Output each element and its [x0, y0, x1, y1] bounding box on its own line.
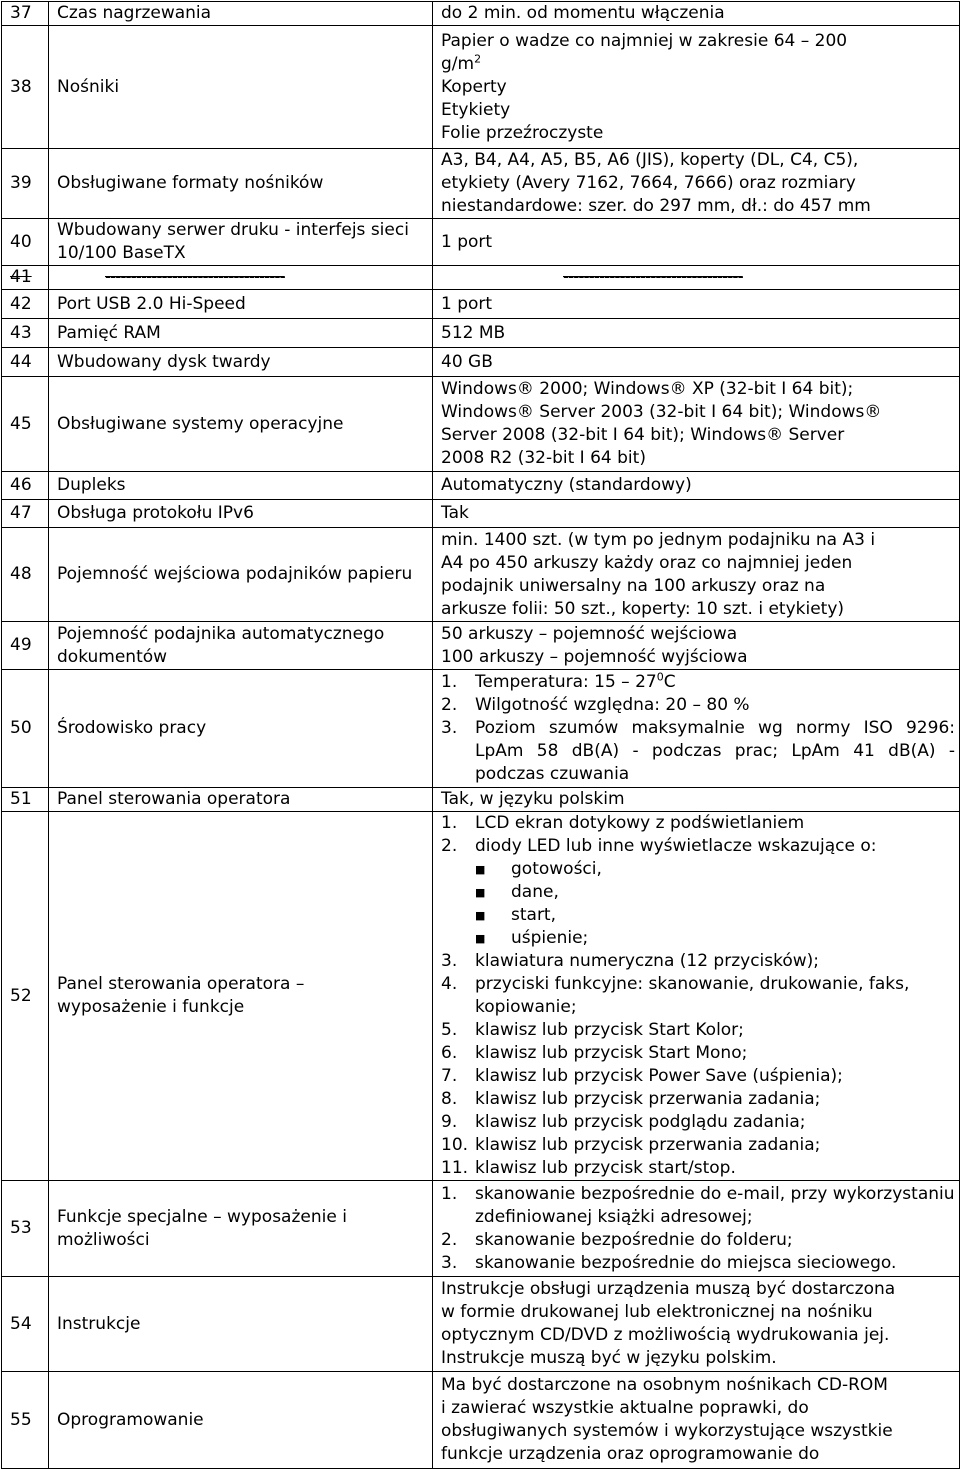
row-value: min. 1400 szt. (w tym po jednym podajniku na A3 i A4 po 450 arkuszy każdy oraz co najmniej jeden podajnik uniwersalny na 100 arkuszy oraz na arkusze folii: 50 szt., koperty: 10 szt. i etykiety): [433, 528, 960, 622]
table-row: [2, 219, 960, 266]
environment-list: [441, 671, 955, 786]
row-number: 50: [2, 670, 49, 788]
table-row: [2, 788, 960, 812]
list-item: 6. klawisz lub przycisk Start Mono;: [441, 1043, 748, 1063]
list-item: 3. klawiatura numeryczna (12 przycisków);: [441, 951, 820, 971]
panel-features-list: [441, 812, 955, 858]
row-value: A3, B4, A4, A5, B5, A6 (JIS), koperty (DL, C4, C5), etykiety (Avery 7162, 7664, 7666) oraz rozmiary niestandardowe: szer. do 297 mm, dł.: do 457 mm: [433, 149, 960, 219]
row-label: Czas nagrzewania: [49, 2, 433, 26]
row-value: [433, 1181, 960, 1277]
row-number: 43: [2, 319, 49, 348]
list-item: 7. klawisz lub przycisk Power Save (uśpienia);: [441, 1066, 843, 1086]
bullet-icon: ■: [475, 886, 486, 899]
bullet-icon: ■: [475, 863, 486, 876]
row-number: 54: [2, 1277, 49, 1372]
table-row: [2, 290, 960, 319]
row-number: 48: [2, 528, 49, 622]
list-item: 2. skanowanie bezpośrednie do folderu;: [441, 1229, 793, 1250]
list-item: ■ dane,: [475, 882, 559, 902]
table-row: [2, 1181, 960, 1277]
list-item: 5. klawisz lub przycisk Start Kolor;: [441, 1020, 744, 1040]
list-item: 1. Temperatura: $15 - 27^0C$: [441, 670, 676, 692]
row-label: Port USB 2.0 Hi-Speed: [49, 290, 433, 319]
row-number: 55: [2, 1372, 49, 1469]
indicator-bullet-list: [441, 858, 955, 950]
row-value: Tak: [433, 500, 960, 528]
row-number: 44: [2, 348, 49, 377]
row-number: 41: [2, 266, 49, 290]
table-row: [2, 2, 960, 26]
table-row: [2, 500, 960, 528]
list-item: 10. klawisz lub przycisk przerwania zadania;: [441, 1135, 821, 1155]
table-row: [2, 377, 960, 472]
row-label: Dupleks: [49, 472, 433, 500]
row-label: Pojemność podajnika automatycznego dokumentów: [49, 622, 433, 670]
row-value: Automatyczny (standardowy): [433, 472, 960, 500]
row-value: 1 port: [433, 290, 960, 319]
row-value: 50 arkuszy – pojemność wejściowa 100 arkuszy – pojemność wyjściowa: [433, 622, 960, 670]
list-item: 2. Wilgotność względna: 20 – 80 %: [441, 695, 750, 715]
row-value: do 2 min. od momentu włączenia: [433, 2, 960, 26]
table-row: [2, 149, 960, 219]
bullet-icon: ■: [475, 909, 486, 922]
row-value: [433, 670, 960, 788]
row-label: Obsługiwane formaty nośników: [49, 149, 433, 219]
table-row: [2, 472, 960, 500]
row-label: Panel sterowania operatora: [49, 788, 433, 812]
table-row: [2, 348, 960, 377]
row-number: 51: [2, 788, 49, 812]
list-item: 1. LCD ekran dotykowy z podświetlaniem: [441, 813, 805, 833]
row-number: 49: [2, 622, 49, 670]
row-number: 45: [2, 377, 49, 472]
row-number: 38: [2, 26, 49, 149]
list-item: 8. klawisz lub przycisk przerwania zadania;: [441, 1089, 821, 1109]
row-label: Pamięć RAM: [49, 319, 433, 348]
table-row: [2, 26, 960, 149]
row-label: Oprogramowanie: [49, 1372, 433, 1469]
row-label: Pojemność wejściowa podajników papieru: [49, 528, 433, 622]
row-value: Windows® 2000; Windows® XP (32-bit I 64 bit); Windows® Server 2003 (32-bit I 64 bit); Windows® Server 2008 (32-bit I 64 bit); Windows® Server 2008 R2 (32-bit I 64 bit): [433, 377, 960, 472]
row-number: 46: [2, 472, 49, 500]
table-row: [2, 1277, 960, 1372]
row-label: Nośniki: [49, 26, 433, 149]
row-number: 39: [2, 149, 49, 219]
row-value: -----------------------------------: [433, 266, 960, 290]
list-item: 3. skanowanie bezpośrednie do miejsca sieciowego.: [441, 1252, 897, 1273]
row-value: Tak, w języku polskim: [433, 788, 960, 812]
table-row: [2, 266, 960, 290]
row-value: 1 port: [433, 219, 960, 266]
row-label: Funkcje specjalne – wyposażenie i możliwości: [49, 1181, 433, 1277]
row-value: Instrukcje obsługi urządzenia muszą być dostarczona w formie drukowanej lub elektronicznej na nośniku optycznym CD/DVD z możliwością wydrukowania jej. Instrukcje muszą być w języku polskim.: [433, 1277, 960, 1372]
table-row: [2, 528, 960, 622]
list-item: 2. diody LED lub inne wyświetlacze wskazujące o:: [441, 836, 877, 856]
table-row: [2, 1372, 960, 1469]
row-label: -----------------------------------: [49, 266, 433, 290]
row-value: Papier o wadze co najmniej w zakresie 64 – 200 $g/m^2$ Koperty Etykiety Folie przeźroczyste: [433, 26, 960, 149]
row-value: 40 GB: [433, 348, 960, 377]
row-number: 53: [2, 1181, 49, 1277]
row-label: Instrukcje: [49, 1277, 433, 1372]
table-row: [2, 622, 960, 670]
panel-features-list-continued: [441, 950, 955, 1180]
list-item: 4. przyciski funkcyjne: skanowanie, drukowanie, faks, kopiowanie;: [441, 974, 910, 1017]
row-label: Środowisko pracy: [49, 670, 433, 788]
row-value: Ma być dostarczone na osobnym nośnikach CD-ROM i zawierać wszystkie aktualne poprawki, do obsługiwanych systemów i wykorzystujące wszystkie funkcje urządzenia oraz oprogramowanie do: [433, 1372, 960, 1469]
list-item: 1. skanowanie bezpośrednie do e-mail, przy wykorzystaniu zdefiniowanej książki adresowej;: [441, 1183, 955, 1227]
row-label: Wbudowany dysk twardy: [49, 348, 433, 377]
table-row: [2, 812, 960, 1181]
table-row: [2, 319, 960, 348]
row-label: Obsługa protokołu IPv6: [49, 500, 433, 528]
row-value: 512 MB: [433, 319, 960, 348]
row-label: Obsługiwane systemy operacyjne: [49, 377, 433, 472]
list-item: 9. klawisz lub przycisk podglądu zadania;: [441, 1112, 806, 1132]
row-number: 37: [2, 2, 49, 26]
row-number: 47: [2, 500, 49, 528]
bullet-icon: ■: [475, 932, 486, 945]
row-number: 52: [2, 812, 49, 1181]
list-item: 11. klawisz lub przycisk start/stop.: [441, 1158, 736, 1178]
spec-table: [1, 1, 960, 1469]
row-label: Panel sterowania operatora – wyposażenie i funkcje: [49, 812, 433, 1181]
list-item: ■ uśpienie;: [475, 928, 589, 948]
row-number: 42: [2, 290, 49, 319]
row-number: 40: [2, 219, 49, 266]
list-item: ■ start,: [475, 905, 556, 925]
row-value: [433, 812, 960, 1181]
list-item: 3. Poziom szumów maksymalnie wg normy ISO 9296: LpAm 58 dB(A) - podczas prac; LpAm 41 dB(A) - podczas czuwania: [441, 718, 955, 784]
table-row: [2, 670, 960, 788]
special-functions-list: [441, 1183, 955, 1275]
row-label: Wbudowany serwer druku - interfejs sieci 10/100 BaseTX: [49, 219, 433, 266]
list-item: ■ gotowości,: [475, 859, 602, 879]
